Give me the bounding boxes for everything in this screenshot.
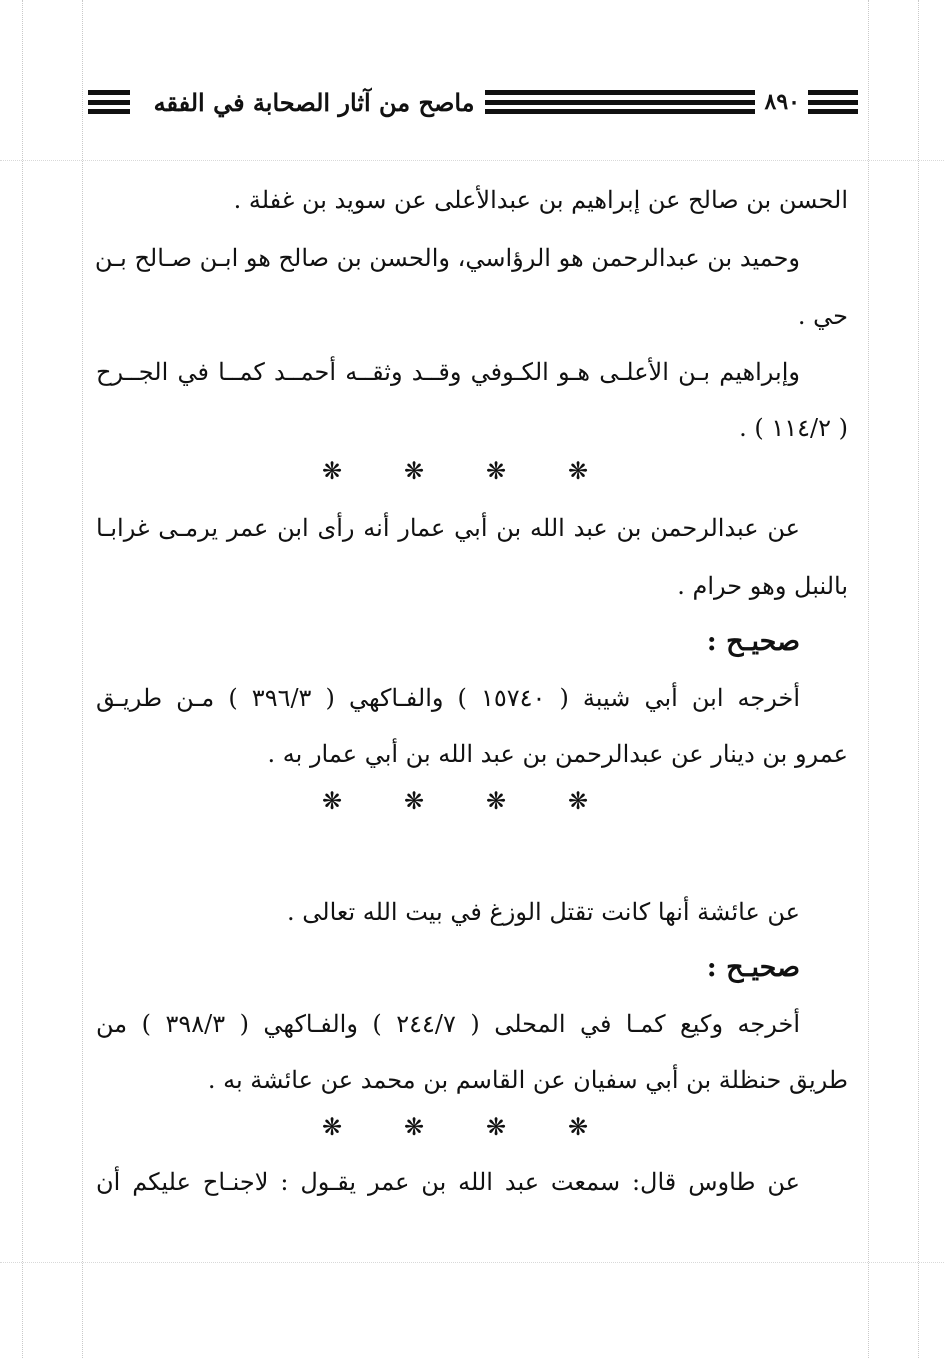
grading-heading: صحيـح : (706, 626, 800, 657)
text-line: طريق حنظلة بن أبي سفيان عن القاسم بن محمد عن عائشة به . (207, 1066, 848, 1094)
scan-dotted-line (82, 0, 83, 1358)
text-line: عمرو بن دينار عن عبدالرحمن بن عبد الله بن أبي عمار به . (267, 740, 848, 768)
book-title: ماصح من آثار الصحابة في الفقه (153, 87, 475, 117)
text-line: الحسن بن صالح عن إبراهيم بن عبدالأعلى عن سويد بن غفلة . (233, 186, 848, 214)
scan-dotted-line (868, 0, 869, 1358)
scan-dotted-line (918, 0, 919, 1358)
asterism-icon: ❋ (485, 1113, 507, 1141)
section-divider-ornament (320, 456, 590, 486)
running-header (88, 86, 858, 118)
text-line: عن طاوس قال: سمعت عبد الله بن عمر يقـول : لاجنـاح عليكم أن (96, 1168, 800, 1196)
text-line: حي . (797, 302, 848, 330)
section-divider-ornament (320, 786, 590, 816)
scan-dotted-line (0, 1262, 944, 1263)
asterism-icon: ❋ (567, 1113, 589, 1141)
asterism-icon: ❋ (321, 787, 343, 815)
text-line: ( ١١٤/٢ ) . (739, 414, 848, 442)
header-rule-left (88, 90, 130, 114)
text-line: وحميد بن عبدالرحمن هو الرؤاسي، والحسن بن صالح هو ابـن صـالح بـن (94, 244, 800, 272)
asterism-icon: ❋ (567, 457, 589, 485)
text-line: عن عائشة أنها كانت تقتل الوزغ في بيت الله تعالى . (287, 898, 800, 926)
header-rule-right (808, 90, 858, 114)
grading-heading: صحيـح : (706, 952, 800, 983)
text-line: أخرجه ابن أبي شيبة ( ١٥٧٤٠ ) والفـاكهي ( ٣٩٦/٣ ) مـن طريـق (96, 684, 800, 712)
page-number: ٨٩٠ (764, 89, 800, 115)
scan-dotted-line (0, 160, 944, 161)
asterism-icon: ❋ (485, 787, 507, 815)
section-divider-ornament (320, 1112, 590, 1142)
text-line: بالنبل وهو حرام . (677, 572, 848, 600)
asterism-icon: ❋ (403, 787, 425, 815)
text-line: عن عبدالرحمن بن عبد الله بن أبي عمار أنه رأى ابن عمر يرمـى غرابـا (96, 514, 800, 542)
text-line: أخرجه وكيع كمـا في المحلى ( ٢٤٤/٧ ) والفـاكهي ( ٣٩٨/٣ ) من (96, 1010, 800, 1038)
header-rule-middle (485, 90, 755, 114)
text-line: وإبراهيم بـن الأعلـى هـو الكـوفي وقــد وثقــه أحمــد كمــا في الجــرح (96, 358, 800, 386)
asterism-icon: ❋ (403, 1113, 425, 1141)
asterism-icon: ❋ (321, 1113, 343, 1141)
asterism-icon: ❋ (321, 457, 343, 485)
scan-dotted-line (22, 0, 23, 1358)
asterism-icon: ❋ (485, 457, 507, 485)
asterism-icon: ❋ (567, 787, 589, 815)
asterism-icon: ❋ (403, 457, 425, 485)
